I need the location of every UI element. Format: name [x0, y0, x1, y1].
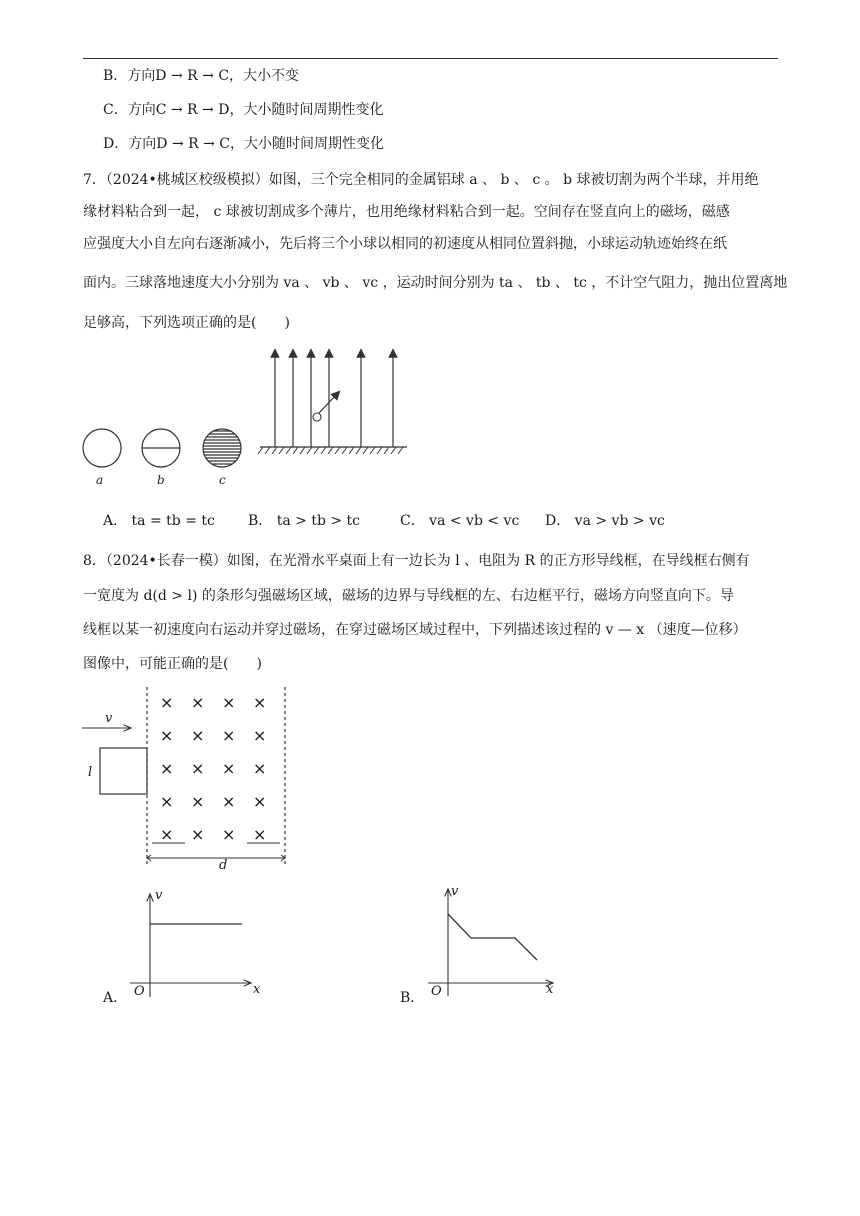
graph-b-x-label: x — [546, 982, 554, 997]
q7-line2: 缘材料粘合到一起， c 球被切割成多个薄片，也用绝缘材料粘合到一起。空间存在竖直向上的磁场，磁感 — [83, 204, 730, 220]
launch-ball — [313, 413, 321, 421]
ball-label-c: c — [219, 473, 226, 487]
cross: × — [160, 792, 174, 811]
graph-b-origin: O — [431, 984, 442, 999]
cross: × — [191, 693, 205, 712]
option-d-prev: D．方向D → R → C，大小随时间周期性变化 — [103, 136, 384, 152]
q8-line4: 图像中，可能正确的是( ) — [83, 656, 262, 672]
cross: × — [253, 693, 267, 712]
q7-line1: 7．（2024•桃城区校级模拟）如图，三个完全相同的金属铝球 a 、 b 、 c 。 b 球被切割为两个半球，并用绝 — [83, 172, 759, 188]
q7-option-d: D． va > vb > vc — [545, 513, 665, 529]
q7-line5: 足够高，下列选项正确的是( ) — [83, 315, 290, 331]
option-c-prev: C．方向C → R → D，大小随时间周期性变化 — [103, 102, 384, 118]
ball-label-b: b — [157, 473, 165, 487]
graph-b-curve — [448, 914, 537, 960]
q7-field-figure — [255, 345, 415, 460]
cross: × — [160, 759, 174, 778]
cross: × — [160, 825, 174, 844]
cross: × — [222, 825, 236, 844]
graph-a-v-label: v — [155, 888, 163, 903]
cross: × — [191, 792, 205, 811]
header-rule — [83, 58, 778, 59]
cross: × — [160, 726, 174, 745]
cross: × — [160, 693, 174, 712]
q8-option-b: B． — [400, 990, 425, 1006]
cross: × — [191, 759, 205, 778]
q8-line3: 线框以某一初速度向右运动并穿过磁场，在穿过磁场区域过程中，下列描述该过程的 v — x （速度—位移） — [83, 622, 747, 638]
graph-a-x-label: x — [253, 982, 261, 997]
cross: × — [253, 759, 267, 778]
cross: × — [191, 726, 205, 745]
q8-line1: 8．（2024•长春一模）如图，在光滑水平桌面上有一边长为 l 、电阻为 R 的正方形导线框，在导线框右侧有 — [83, 553, 750, 569]
cross: × — [253, 792, 267, 811]
q8-option-a: A． — [103, 990, 128, 1006]
ball-label-a: a — [96, 473, 104, 487]
q7-option-b: B． ta > tb > tc — [248, 513, 361, 529]
square-frame — [100, 748, 147, 794]
q7-option-c: C． va < vb < vc — [400, 513, 520, 529]
side-length-label: l — [88, 765, 93, 780]
q8-line2: 一宽度为 d(d > l) 的条形匀强磁场区域，磁场的边界与导线框的左、右边框平行，磁场方向竖直向下。导 — [83, 588, 734, 604]
q7-line3: 应强度大小自左向右逐渐减小，先后将三个小球以相同的初速度从相同位置斜抛，小球运动轨迹始终在纸 — [83, 236, 727, 252]
q7-line4: 面内。三球落地速度大小分别为 va 、 vb 、 vc ，运动时间分别为 ta 、 tb 、 tc ，不计空气阻力，抛出位置离地 — [83, 275, 788, 291]
ball-a — [83, 429, 121, 467]
option-b-prev: B．方向D → R → C，大小不变 — [103, 68, 300, 84]
graph-a-origin: O — [134, 984, 145, 999]
cross: × — [222, 759, 236, 778]
velocity-label: v — [105, 711, 113, 726]
cross: × — [222, 726, 236, 745]
width-label: d — [219, 858, 228, 873]
cross: × — [222, 792, 236, 811]
cross: × — [191, 825, 205, 844]
graph-b-v-label: v — [451, 884, 459, 899]
q7-option-a: A． ta = tb = tc — [103, 513, 215, 529]
cross: × — [253, 726, 267, 745]
cross: × — [253, 825, 267, 844]
cross: × — [222, 693, 236, 712]
